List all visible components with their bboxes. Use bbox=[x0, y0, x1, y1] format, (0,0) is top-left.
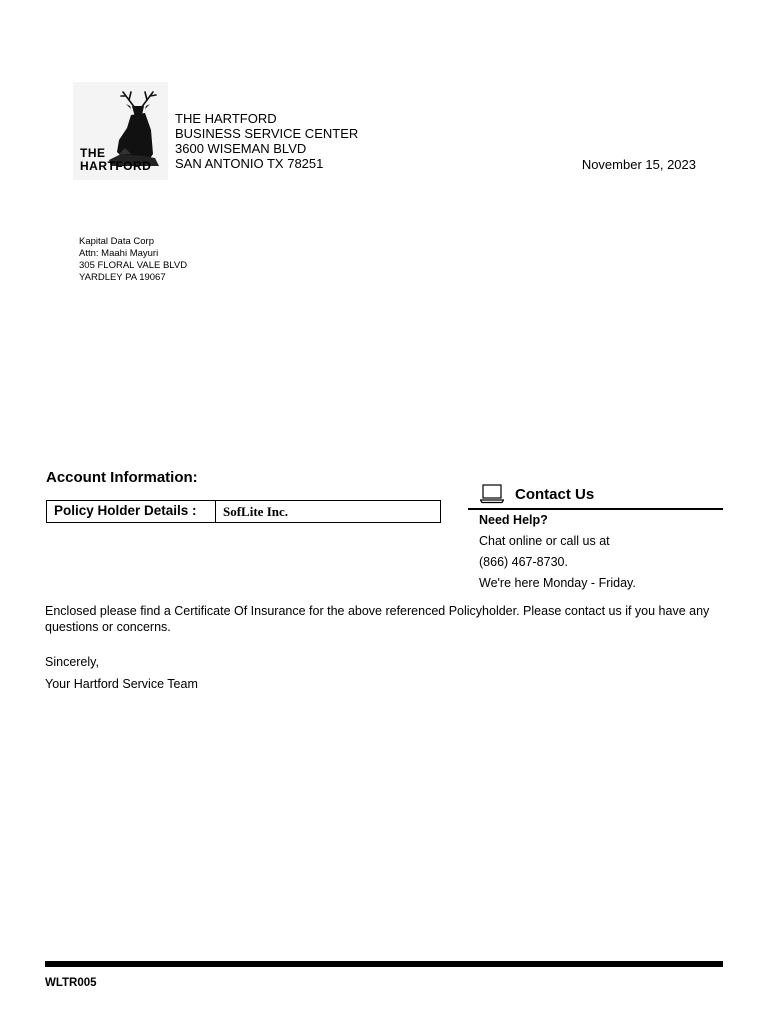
laptop-icon bbox=[480, 484, 504, 504]
signature-text: Your Hartford Service Team bbox=[45, 677, 198, 691]
recipient-street: 305 FLORAL VALE BLVD bbox=[79, 260, 188, 271]
hartford-logo bbox=[73, 82, 168, 180]
policy-holder-table bbox=[46, 500, 441, 523]
chat-line: Chat online or call us at bbox=[479, 534, 610, 548]
recipient-city: YARDLEY PA 19067 bbox=[79, 272, 166, 283]
body-paragraph: Enclosed please find a Certificate Of Insurance for the above referenced Policyholder. Please contact us if you have any questions or concerns. bbox=[45, 604, 710, 634]
contact-us-header bbox=[468, 481, 723, 510]
letter-date: November 15, 2023 bbox=[581, 157, 696, 172]
recipient-address bbox=[79, 236, 187, 284]
form-code: WLTR005 bbox=[45, 977, 97, 989]
policy-holder-label: Policy Holder Details : bbox=[47, 501, 216, 522]
contact-us-body bbox=[479, 510, 636, 594]
sender-address bbox=[175, 111, 358, 171]
footer-divider bbox=[45, 961, 723, 967]
sender-street: 3600 WISEMAN BLVD bbox=[175, 141, 307, 156]
logo-text-hartford: HARTFORD bbox=[80, 159, 152, 173]
policy-holder-value: SofLite Inc. bbox=[223, 504, 288, 519]
account-info-heading: Account Information: bbox=[46, 469, 198, 486]
sender-department: BUSINESS SERVICE CENTER bbox=[175, 126, 359, 141]
sender-city: SAN ANTONIO TX 78251 bbox=[175, 156, 324, 171]
need-help-label: Need Help? bbox=[479, 513, 548, 527]
recipient-attn: Attn: Maahi Mayuri bbox=[79, 248, 159, 259]
contact-us-title: Contact Us bbox=[515, 486, 595, 503]
sender-name: THE HARTFORD bbox=[175, 111, 277, 126]
letter-body bbox=[45, 603, 725, 635]
recipient-company: Kapital Data Corp bbox=[79, 236, 154, 247]
letter-closing bbox=[45, 651, 198, 695]
logo-text-the: THE bbox=[80, 146, 106, 160]
hours-line: We're here Monday - Friday. bbox=[479, 576, 636, 590]
phone-number: (866) 467-8730. bbox=[479, 555, 568, 569]
closing-text: Sincerely, bbox=[45, 655, 99, 669]
